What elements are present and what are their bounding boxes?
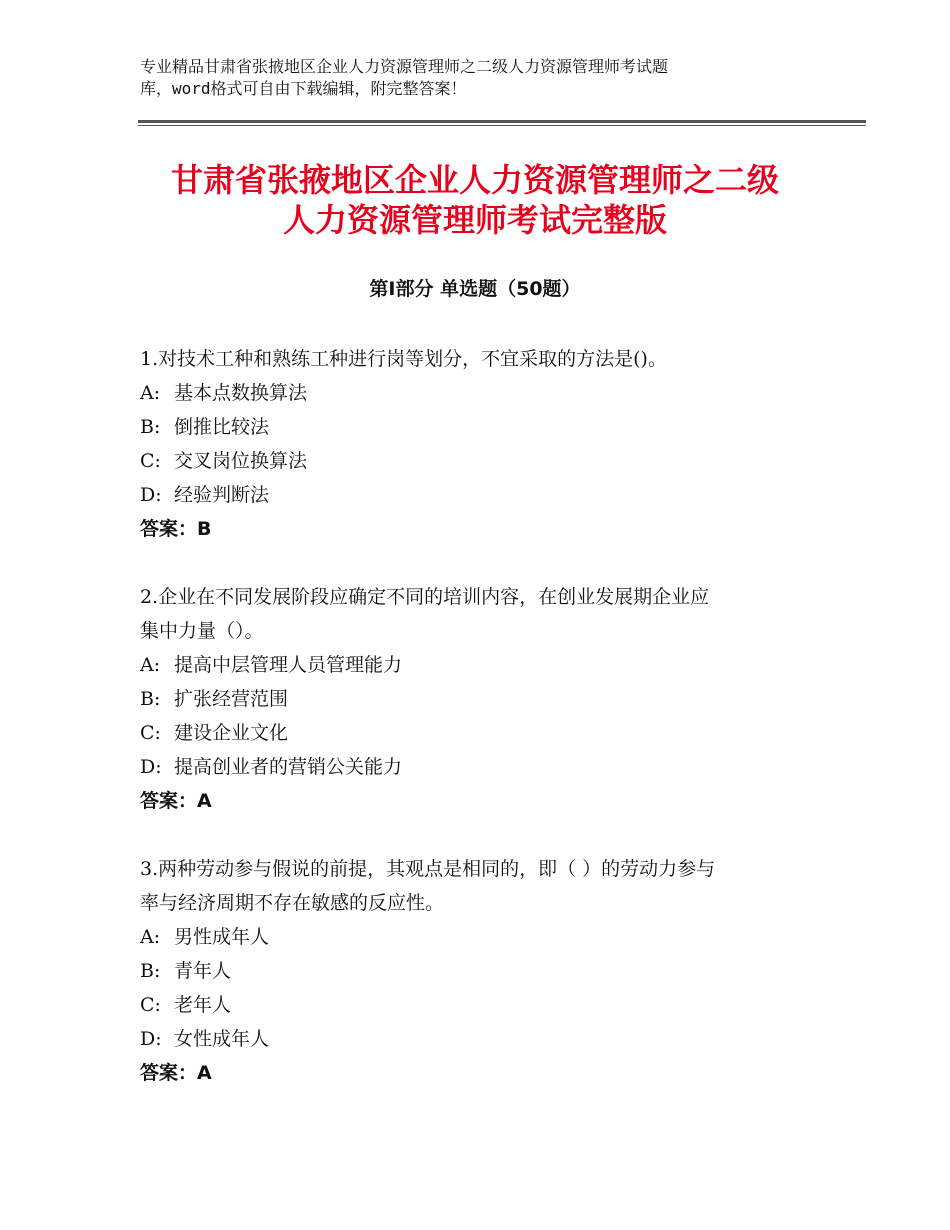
question-2 [140, 580, 820, 818]
option-text: 女性成年人 [174, 1028, 270, 1050]
document-title-line: 人力资源管理师考试完整版 [282, 201, 667, 239]
option-text: 建设企业文化 [174, 722, 289, 744]
option-a [140, 376, 820, 410]
option-a [140, 648, 820, 682]
answer: 答案：A [140, 790, 212, 812]
option-letter: C: [140, 722, 161, 744]
option-text: 倒推比较法 [174, 416, 270, 438]
header-note-line: 专业精品甘肃省张掖地区企业人力资源管理师之二级人力资源管理师考试题 [140, 57, 669, 76]
option-letter: C: [140, 994, 161, 1016]
option-text: 男性成年人 [174, 926, 270, 948]
option-letter: D: [140, 484, 162, 506]
option-letter: B: [140, 416, 161, 438]
header-divider-thick [138, 120, 866, 123]
option-b [140, 954, 820, 988]
option-text: 提高创业者的营销公关能力 [174, 756, 403, 778]
option-letter: A: [140, 926, 161, 948]
question-stem-line: 1.对技术工种和熟练工种进行岗等划分，不宜采取的方法是()。 [140, 348, 667, 370]
question-stem [140, 580, 820, 648]
question-stem [140, 852, 820, 920]
option-text: 老年人 [174, 994, 232, 1016]
option-text: 青年人 [174, 960, 232, 982]
question-stem-line: 集中力量（）。 [140, 620, 264, 642]
document-title [100, 160, 850, 240]
option-letter: C: [140, 450, 161, 472]
question-stem [140, 342, 820, 376]
option-text: 提高中层管理人员管理能力 [174, 654, 403, 676]
option-letter: A: [140, 382, 161, 404]
section-heading: 第Ⅰ部分 单选题（50题） [369, 278, 581, 300]
header-divider-thin [138, 125, 866, 126]
question-3 [140, 852, 820, 1090]
option-letter: D: [140, 756, 162, 778]
option-d [140, 478, 820, 512]
question-1 [140, 342, 820, 546]
option-d [140, 750, 820, 784]
option-c [140, 716, 820, 750]
option-letter: D: [140, 1028, 162, 1050]
answer: 答案：B [140, 518, 212, 540]
option-c [140, 988, 820, 1022]
option-letter: A: [140, 654, 161, 676]
option-text: 基本点数换算法 [174, 382, 308, 404]
option-letter: B: [140, 960, 161, 982]
option-b [140, 682, 820, 716]
header-note [140, 56, 800, 100]
document-title-line: 甘肃省张掖地区企业人力资源管理师之二级 [170, 161, 779, 199]
option-c [140, 444, 820, 478]
question-stem-line: 3.两种劳动参与假说的前提，其观点是相同的，即（ ）的劳动力参与 [140, 858, 716, 880]
option-text: 经验判断法 [174, 484, 270, 506]
option-a [140, 920, 820, 954]
answer: 答案：A [140, 1062, 212, 1084]
question-stem-line: 率与经济周期不存在敏感的反应性。 [140, 892, 445, 914]
option-text: 交叉岗位换算法 [174, 450, 308, 472]
option-text: 扩张经营范围 [174, 688, 289, 710]
option-letter: B: [140, 688, 161, 710]
question-stem-line: 2.企业在不同发展阶段应确定不同的培训内容，在创业发展期企业应 [140, 586, 710, 608]
header-note-line: 库，word格式可自由下载编辑，附完整答案！ [140, 79, 467, 98]
option-d [140, 1022, 820, 1056]
option-b [140, 410, 820, 444]
